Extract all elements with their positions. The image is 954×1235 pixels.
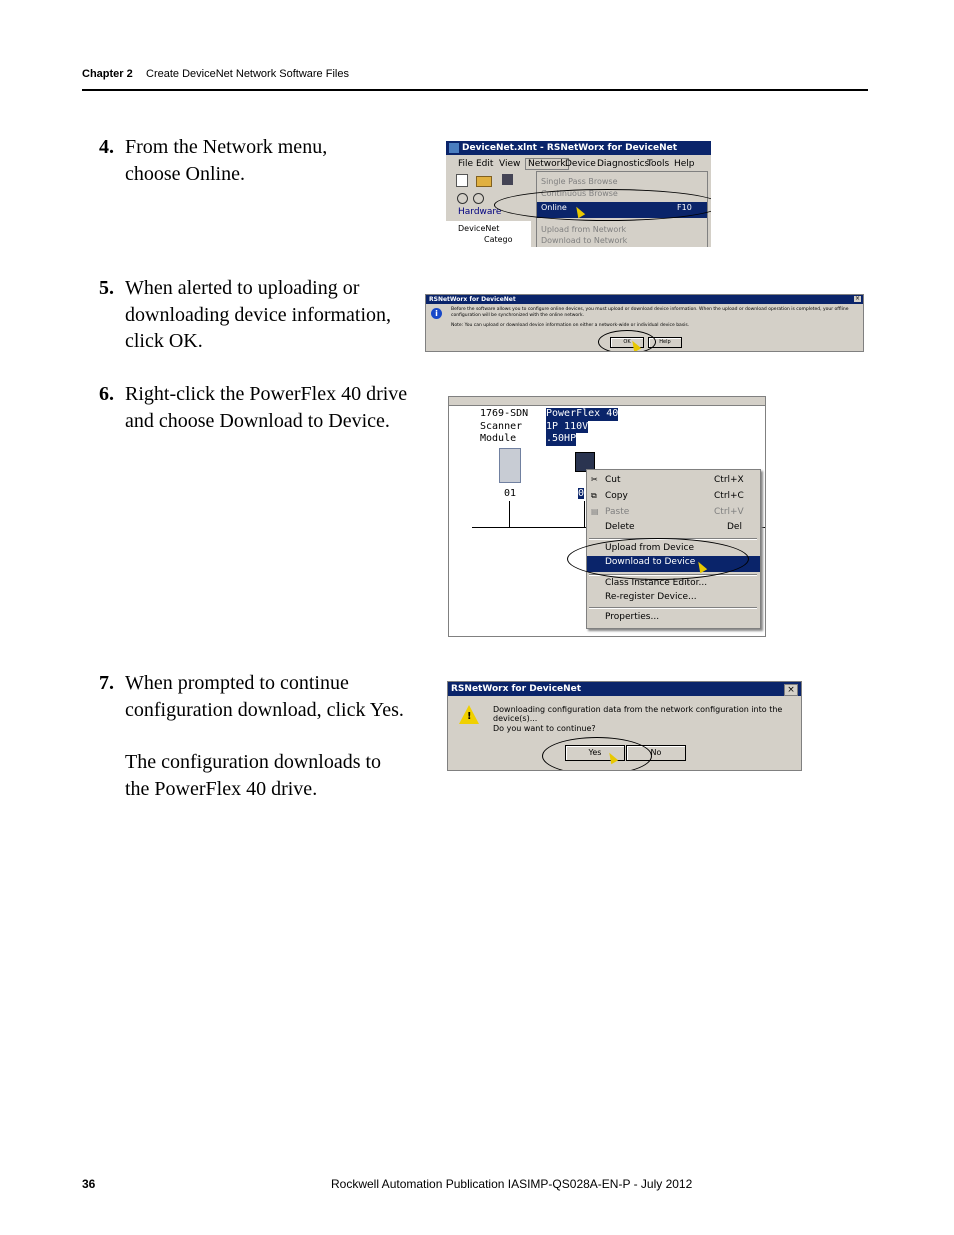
no-button[interactable]: No [626,745,686,761]
menu-view[interactable]: View [499,159,521,169]
step-text [125,134,327,187]
menu-item-properties[interactable]: Properties... [605,612,660,622]
chapter-title: Create DeviceNet Network Software Files [146,68,349,80]
step-line: From the Network menu, [125,136,328,158]
step-7 [99,670,429,810]
drive-address: 0 [578,488,585,499]
app-icon [449,143,459,153]
confirm-message: Downloading configuration data from the network configuration into the device(s)... [493,705,783,723]
highlight-oval [567,538,749,580]
menu-network[interactable]: Network [525,158,569,170]
step-text [125,275,391,355]
step-result: The configuration downloads to [125,751,382,773]
paste-icon: ▤ [591,507,599,516]
step-text [125,381,407,434]
scanner-label: 1769-SDN Scanner Module [480,408,529,444]
drive-label: PowerFlex 40 1P 110V .50HP [546,408,619,444]
menubar [446,157,711,171]
step-line: choose Online. [125,162,245,185]
screenshot-network-menu [446,141,711,247]
tree-item-category[interactable]: Catego [484,235,513,244]
highlight-oval [598,330,656,352]
step-line: click OK. [125,330,203,352]
dialog-title: RSNetWorx for DeviceNet [448,682,801,696]
menu-item-delete[interactable]: Delete Del [605,522,742,532]
step-number: 5. [99,277,114,299]
ok-button[interactable]: OK [610,337,644,348]
page-number: 36 [82,1177,96,1191]
hardware-label: Hardware [458,207,502,217]
step-number: 7. [99,672,114,694]
step-line: and choose Download to Device. [125,409,390,432]
menu-item-paste[interactable]: ▤ Paste Ctrl+V [591,507,744,517]
step-4 [99,134,419,194]
menu-item-continuous-browse[interactable]: Continuous Browse [541,189,618,198]
dialog-title: RSNetWorx for DeviceNet [426,295,863,304]
menu-item-single-pass-browse[interactable]: Single Pass Browse [541,177,618,186]
highlight-oval [542,737,652,771]
new-file-icon[interactable] [456,174,468,187]
step-result: the PowerFlex 40 drive. [125,777,318,800]
menu-item-class-instance-editor[interactable]: Class Instance Editor... [605,578,708,588]
step-text [125,670,404,802]
screenshot-alert-dialog [425,294,864,352]
menu-separator [589,607,757,609]
step-5 [99,275,419,355]
menu-item-copy[interactable]: ⧉ Copy Ctrl+C [591,491,744,501]
menu-diagnostics[interactable]: Diagnostics [597,159,650,169]
close-icon[interactable]: × [784,684,798,696]
menu-item-online[interactable]: Online F10 [537,202,707,218]
menu-file[interactable]: File [458,159,474,169]
tree-panel [446,221,531,247]
menu-tools[interactable]: Tools [647,159,670,169]
publication-info: Rockwell Automation Publication IASIMP-QS028A-EN-P - July 2012 [331,1177,693,1191]
window-title: DeviceNet.xlnt - RSNetWorx for DeviceNet [446,141,711,155]
zoom-in-icon[interactable] [457,193,468,204]
close-icon[interactable]: × [854,295,861,302]
step-6 [99,381,419,441]
zoom-out-icon[interactable] [473,193,484,204]
menu-help[interactable]: Help [674,159,695,169]
save-icon[interactable] [502,174,513,185]
menu-item-upload-from-network[interactable]: Upload from Network [541,225,627,234]
step-line: downloading device information, [125,303,392,326]
step-number: 4. [99,136,114,158]
menu-item-cut[interactable]: ✂ Cut Ctrl+X [591,475,744,485]
info-icon: i [431,308,442,319]
menu-edit[interactable]: Edit [476,159,494,169]
scanner-device-icon[interactable] [499,448,521,483]
yes-button[interactable]: Yes [565,745,625,761]
step-line: When alerted to uploading or [125,277,360,299]
cut-icon: ✂ [591,475,598,484]
drive-drop-line [584,501,585,527]
copy-icon: ⧉ [591,491,597,500]
scanner-drop-line [509,501,510,527]
alert-message: Before the software allows you to configure online devices, you must upload or download device information. When the upload or download operation is completed, your offline configuration will be synchronized with the online network. [451,307,849,318]
help-button[interactable]: Help [648,337,682,348]
menu-item-re-register-device[interactable]: Re-register Device... [605,592,697,602]
menu-device[interactable]: Device [565,159,596,169]
header-rule [82,89,868,91]
screenshot-confirm-dialog [447,681,802,771]
menu-item-download-to-network[interactable]: Download to Network [541,236,628,245]
scanner-address: 01 [504,488,517,499]
open-folder-icon[interactable] [476,176,492,187]
step-line: Right-click the PowerFlex 40 drive [125,383,408,405]
confirm-question: Do you want to continue? [493,724,596,733]
highlight-oval [494,189,711,221]
tree-item-devicenet[interactable]: DeviceNet [458,224,500,233]
menu-item-upload-from-device[interactable]: Upload from Device [605,543,694,553]
warning-icon-mark: ! [467,711,472,722]
menu-item-download-to-device[interactable]: Download to Device [587,556,760,572]
step-line: configuration download, click Yes. [125,698,404,721]
window-edge [449,397,765,406]
chapter-label: Chapter 2 [82,68,133,80]
alert-note: Note: You can upload or download device information on either a network-wide or individual device basis. [451,323,690,328]
step-line: When prompted to continue [125,672,349,694]
screenshot-network-diagram [448,396,766,637]
step-number: 6. [99,383,114,405]
